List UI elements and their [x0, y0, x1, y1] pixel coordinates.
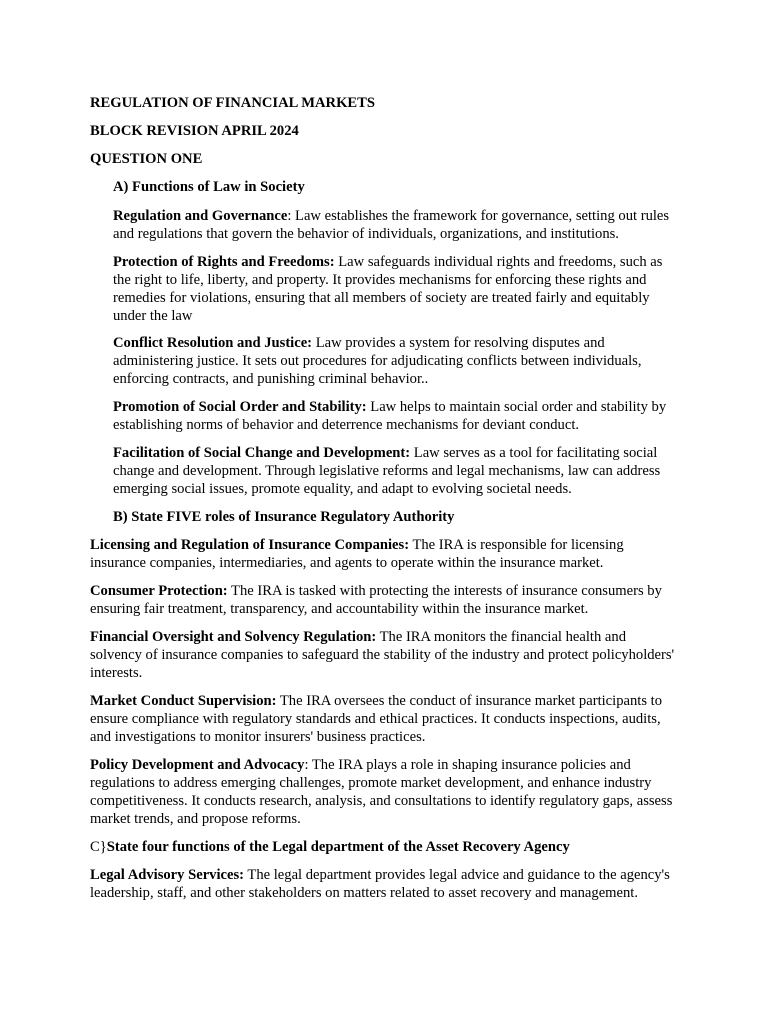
section-c-heading-text: State four functions of the Legal department of the Asset Recovery Agency	[106, 839, 570, 855]
section-a-item	[113, 398, 683, 434]
item-term: Legal Advisory Services:	[90, 867, 245, 883]
item-text: The IRA is responsible for licensing insurance companies, intermediaries, and agents to operate within the insurance market.	[90, 537, 624, 571]
section-a-item	[113, 253, 683, 325]
item-term: Consumer Protection:	[90, 583, 228, 599]
section-b-item	[90, 692, 680, 746]
item-text: The legal department provides legal advice and guidance to the agency's leadership, staff, and other stakeholders on matters related to asset recovery and management.	[90, 867, 670, 901]
document-title: REGULATION OF FINANCIAL MARKETS	[90, 95, 376, 111]
item-text: Law helps to maintain social order and stability by establishing norms of behavior and deterrence mechanisms for deviant conduct.	[113, 399, 667, 433]
section-a-item	[113, 334, 683, 388]
item-text: The IRA oversees the conduct of insurance market participants to ensure compliance with regulatory standards and ethical practices. It conducts inspections, audits, and investigations to monitor insurers' business practices.	[90, 693, 663, 745]
section-c-prefix: C}	[90, 839, 107, 855]
item-term: Financial Oversight and Solvency Regulation:	[90, 629, 377, 645]
item-text: Law safeguards individual rights and freedoms, such as the right to life, liberty, and property. It provides mechanisms for enforcing these rights and remedies for violations, ensuring that all members of society are treated fairly and equitably under the law	[113, 254, 663, 324]
item-text: The IRA is tasked with protecting the interests of insurance consumers by ensuring fair treatment, transparency, and accountability within the insurance market.	[90, 583, 662, 617]
item-text: : The IRA plays a role in shaping insurance policies and regulations to address emerging challenges, promote market development, and enhance industry competitiveness. It conducts research, analysis, and consultations to identify regulatory gaps, assess market trends, and propose reforms.	[90, 757, 673, 827]
section-c-item	[90, 866, 680, 902]
section-b-heading: B) State FIVE roles of Insurance Regulatory Authority	[113, 509, 455, 525]
item-text: Law serves as a tool for facilitating social change and development. Through legislative reforms and legal mechanisms, law can address emerging social issues, promote equality, and adapt to evolving societal needs.	[113, 445, 661, 497]
document-subtitle: BLOCK REVISION APRIL 2024	[90, 123, 299, 139]
item-text: The IRA monitors the financial health and solvency of insurance companies to safeguard the stability of the industry and protect policyholders' interests.	[90, 629, 675, 681]
item-term: Promotion of Social Order and Stability:	[113, 399, 367, 415]
section-a-item	[113, 207, 683, 243]
item-text: Law provides a system for resolving disputes and administering justice. It sets out procedures for adjudicating conflicts between individuals, enforcing contracts, and punishing criminal behavior..	[113, 335, 642, 387]
section-c-heading	[90, 838, 570, 856]
section-b-item	[90, 628, 680, 682]
question-heading: QUESTION ONE	[90, 151, 203, 167]
section-a-heading: A) Functions of Law in Society	[113, 179, 305, 195]
item-term: Protection of Rights and Freedoms:	[113, 254, 335, 270]
item-term: Regulation and Governance	[113, 208, 288, 224]
section-a-item	[113, 444, 683, 498]
item-term: Conflict Resolution and Justice:	[113, 335, 313, 351]
item-term: Facilitation of Social Change and Development:	[113, 445, 411, 461]
item-term: Policy Development and Advocacy	[90, 757, 305, 773]
section-b-item	[90, 536, 680, 572]
section-b-item	[90, 756, 680, 828]
item-term: Licensing and Regulation of Insurance Companies:	[90, 537, 410, 553]
item-text: : Law establishes the framework for governance, setting out rules and regulations that govern the behavior of individuals, organizations, and institutions.	[113, 208, 670, 242]
section-b-item	[90, 582, 680, 618]
item-term: Market Conduct Supervision:	[90, 693, 277, 709]
